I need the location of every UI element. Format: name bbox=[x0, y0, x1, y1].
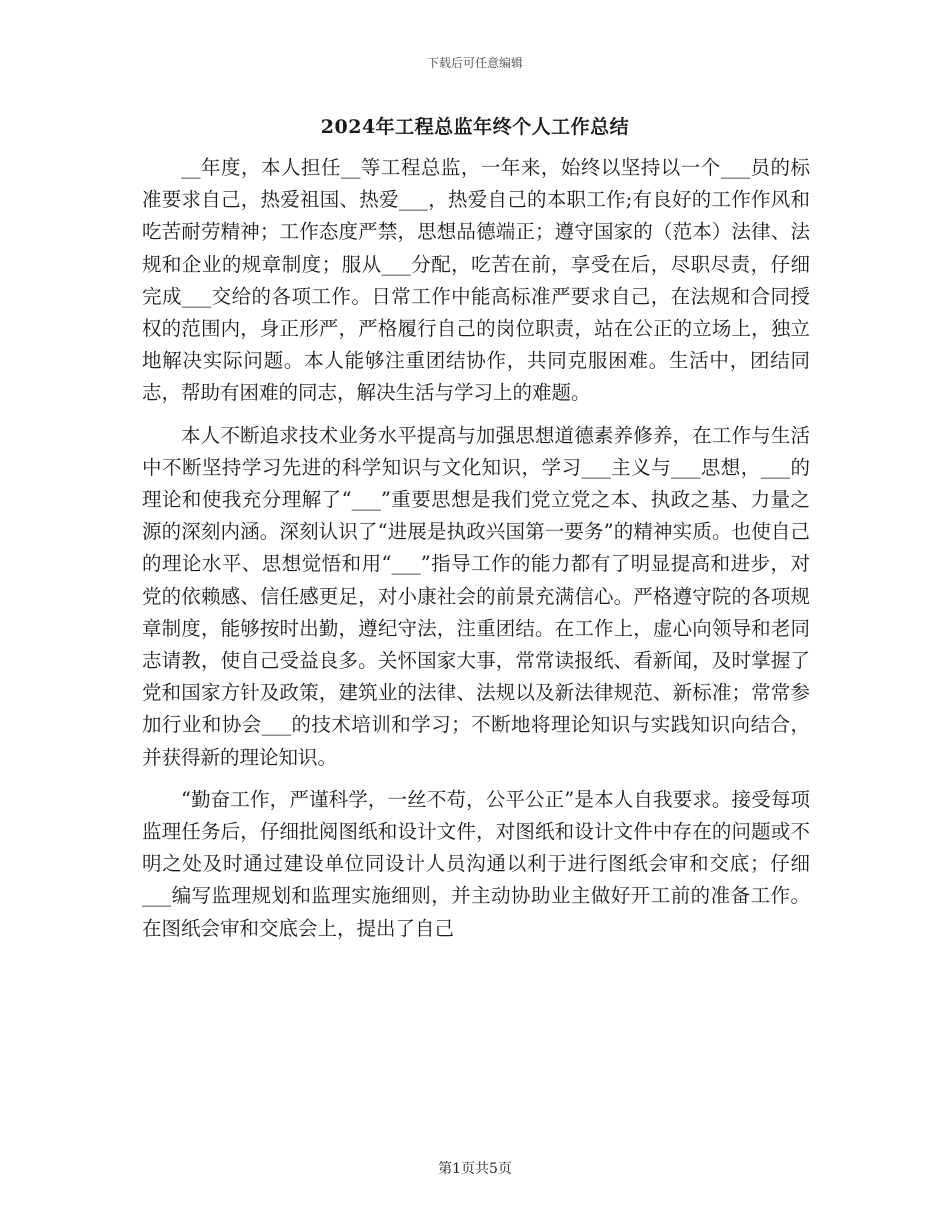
paragraph-3: “勤奋工作，严谨科学，一丝不苟，公平公正”是本人自我要求。接受每项监理任务后，仔细批阅图纸和设计文件，对图纸和设计文件中存在的问题或不明之处及时通过建设单位同设计人员沟通以利于进行图纸会审和交底；仔细___编写监理规划和监理实施细则，并主动协助业主做好开工前的准备工作。在图纸会审和交底会上，提出了自己 bbox=[142, 787, 810, 940]
paragraph-1: __年度，本人担任__等工程总监，一年来，始终以坚持以一个___员的标准要求自己，热爱祖国、热爱___，热爱自己的本职工作;有良好的工作作风和吃苦耐劳精神；工作态度严禁，思想品德端正；遵守国家的（范本）法律、法规和企业的规章制度；服从___分配，吃苦在前，享受在后，尽职尽责，仔细完成___交给的各项工作。日常工作中能高标准严要求自己，在法规和合同授权的范围内，身正形严，严格履行自己的岗位职责，站在公正的立场上，独立地解决实际问题。本人能够注重团结协作，共同克服困难。生活中，团结同志，帮助有困难的同志，解决生活与学习上的难题。 bbox=[142, 156, 810, 405]
page-footer-number: 第1页共5页 bbox=[438, 1161, 512, 1177]
document-title: 2024年工程总监年终个人工作总结 bbox=[320, 116, 630, 138]
document-body bbox=[142, 152, 810, 955]
paragraph-2: 本人不断追求技术业务水平提高与加强思想道德素养修养，在工作与生活中不断坚持学习先进的科学知识与文化知识，学习___主义与___思想，___的理论和使我充分理解了“___”重要思想是我们党立党之本、执政之基、力量之源的深刻内涵。深刻认识了“进展是执政兴国第一要务”的精神实质。也使自己的理论水平、思想觉悟和用“___”指导工作的能力都有了明显提高和进步，对党的依赖感、信任感更足，对小康社会的前景充满信心。严格遵守院的各项规章制度，能够按时出勤，遵纪守法，注重团结。在工作上，虚心向领导和老同志请教，使自己受益良多。关怀国家大事，常常读报纸、看新闻，及时掌握了党和国家方针及政策，建筑业的法律、法规以及新法律规范、新标准；常常参加行业和协会___的技术培训和学习；不断地将理论知识与实践知识向结合，并获得新的理论知识。 bbox=[142, 423, 810, 769]
page-header-note: 下载后可任意编辑 bbox=[426, 56, 523, 70]
